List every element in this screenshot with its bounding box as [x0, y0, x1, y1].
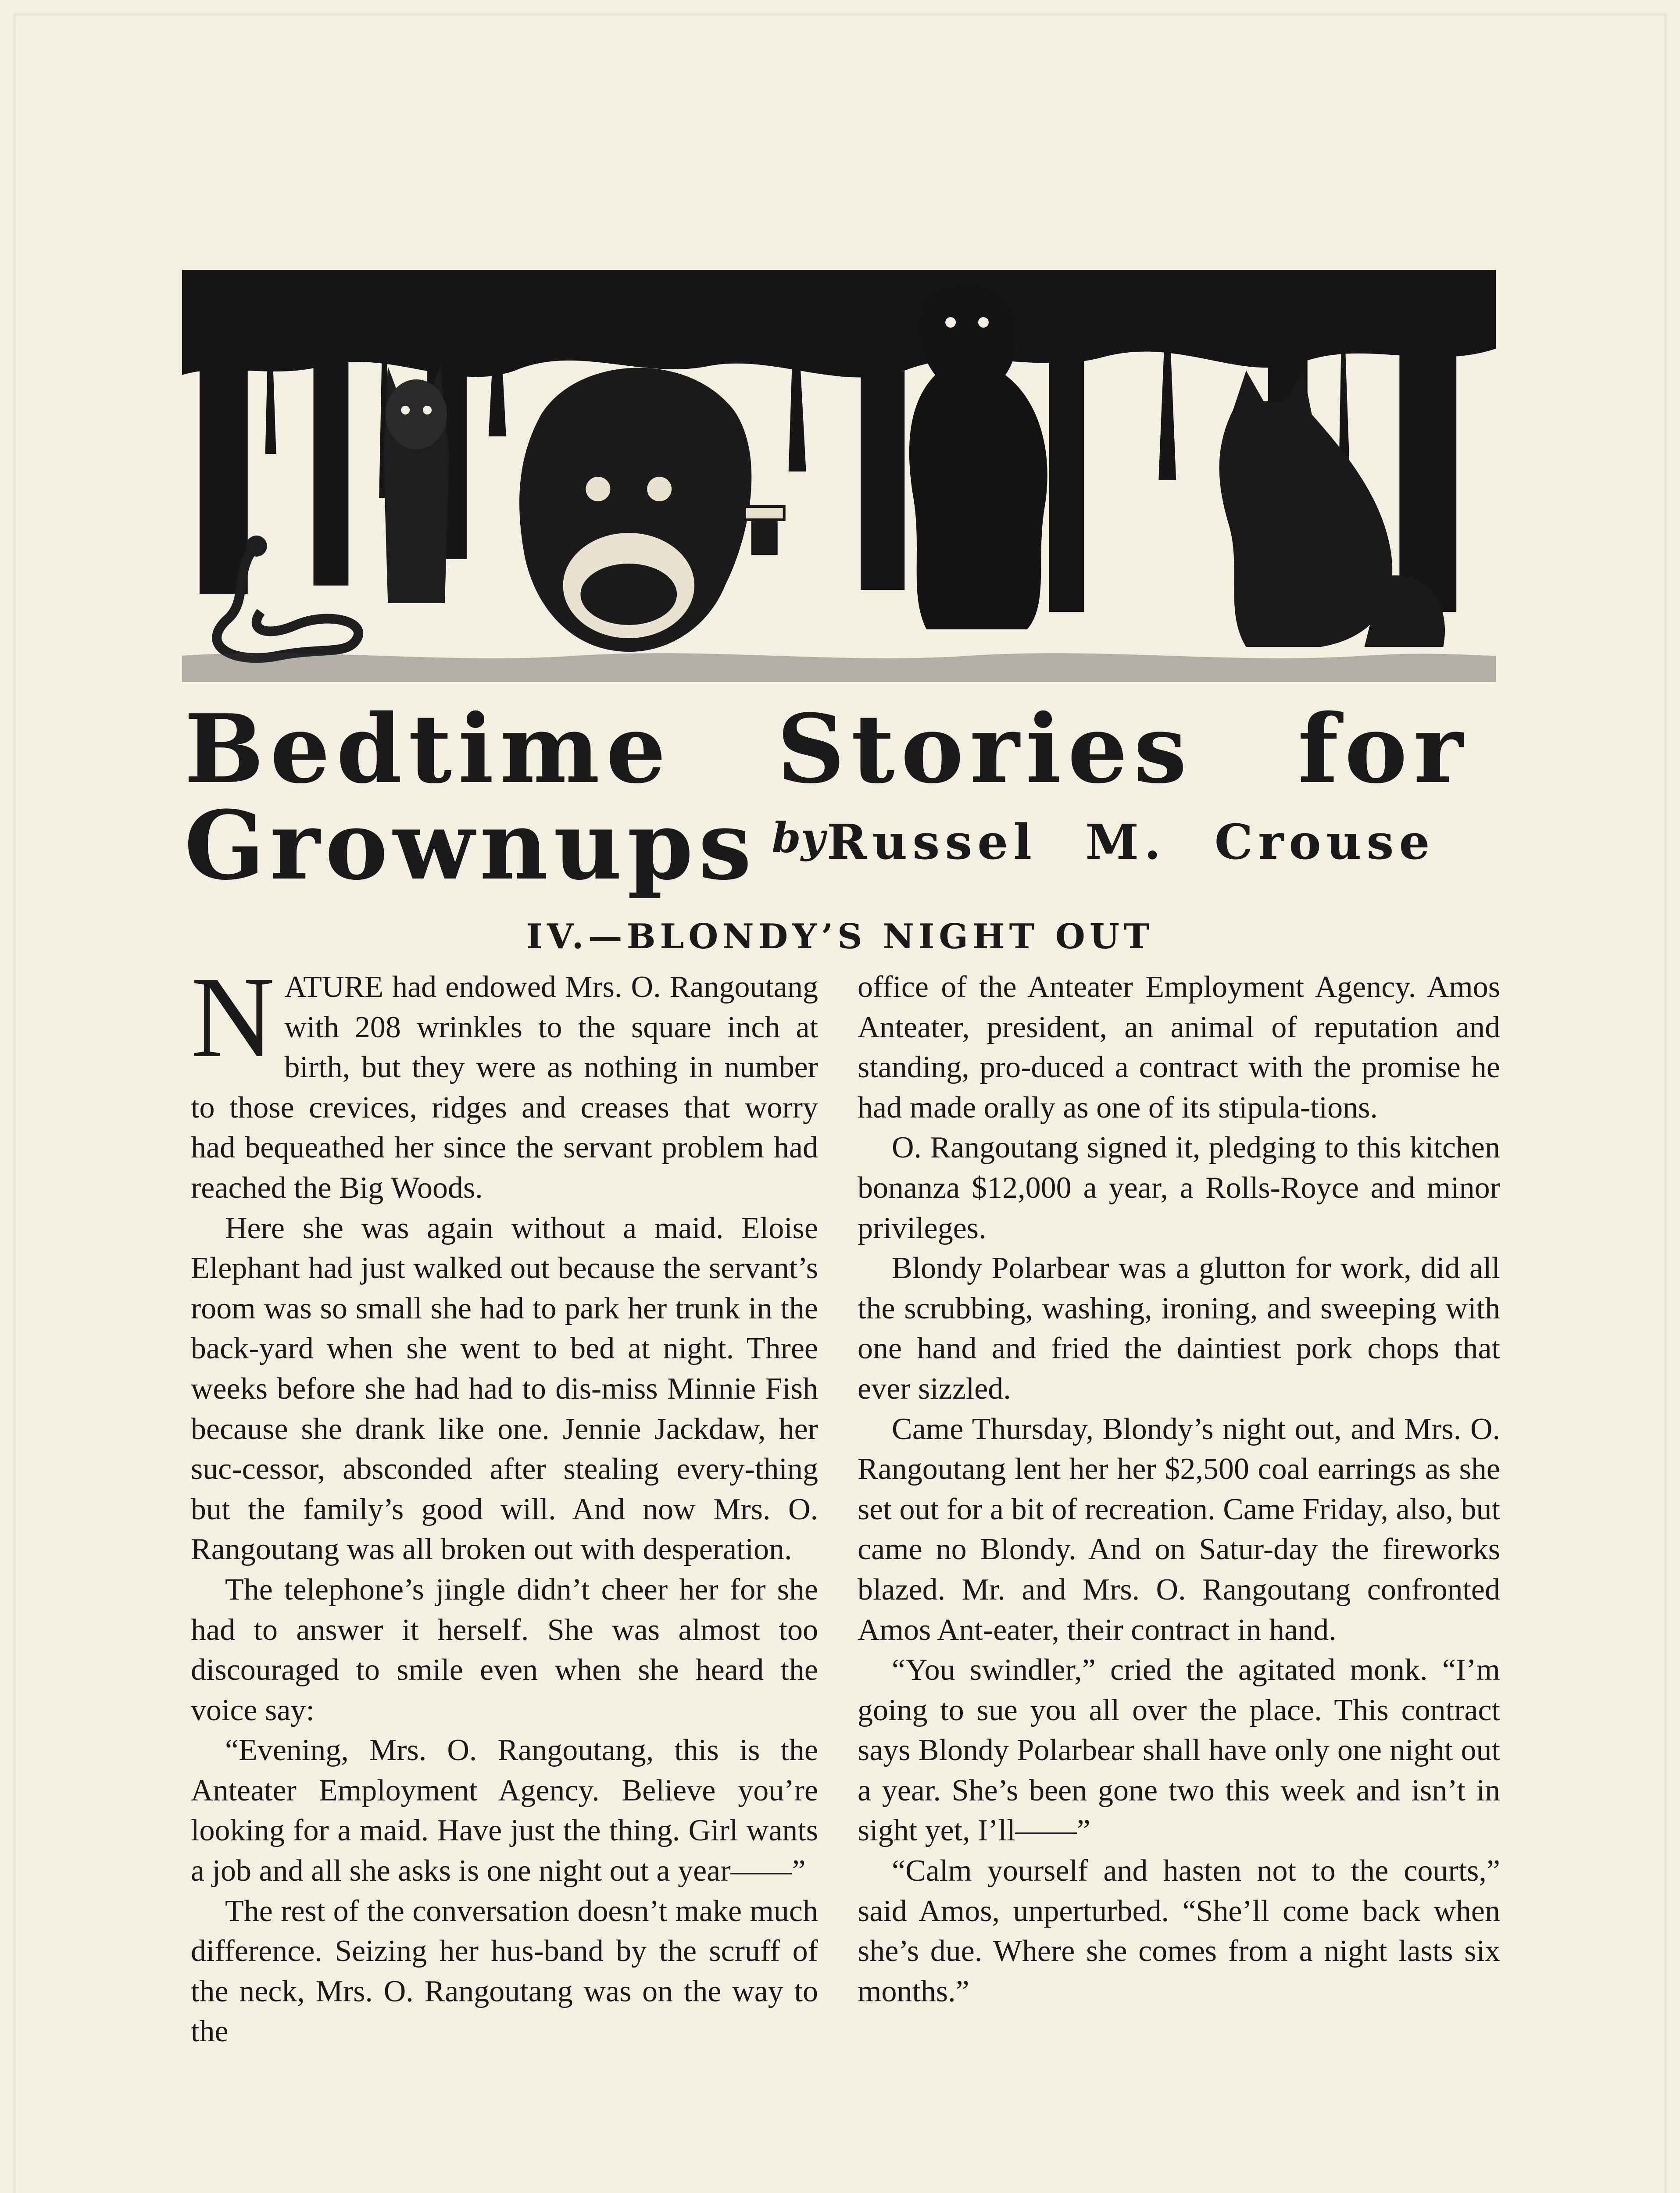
paragraph: Here she was again without a maid. Eloise Elephant had just walked out because the servant’s room was so small she had to park her trunk in the back-yard when she went to bed at night. Three weeks before she had had to dis-miss Minnie Fish because she drank like one. Jennie Jackdaw, her suc-cessor, absconded after stealing every-thing but the family’s good will. And now Mrs. O. Rangoutang was all broken out with desperation.: [191, 1211, 818, 1567]
story-title-line1: Bedtime Stories for: [184, 693, 1469, 804]
chapter-subtitle: IV.—BLONDY’S NIGHT OUT: [526, 917, 1154, 957]
paragraph: O. Rangoutang signed it, pledging to this kitchen bonanza $12,000 a year, a Rolls-Royce and minor privileges.: [858, 1131, 1500, 1245]
paragraph: The rest of the conversation doesn’t make much difference. Seizing her hus-band by the scruff of the neck, Mrs. O. Rangoutang was on the way to the: [191, 1894, 818, 2049]
author-name: Russel M. Crouse: [827, 814, 1435, 870]
paragraph: Blondy Polarbear was a glutton for work, did all the scrubbing, washing, ironing, and sweeping with one hand and fried the daintiest pork chops that ever sizzled.: [858, 1251, 1500, 1406]
cat-figure: [383, 366, 449, 603]
story-title-line2: [184, 790, 1500, 901]
byline-prefix: by: [772, 814, 826, 862]
paragraph-text: ATURE had endowed Mrs. O. Rangoutang with 208 wrinkles to the square inch at birth, but they were as nothing in number to those crevices, ridges and creases that worry had bequeathed her since the servant problem had reached the Big Woods.: [191, 970, 818, 1205]
paragraph: office of the Anteater Employment Agency. Amos Anteater, president, an animal of reputation and standing, pro-duced a contract with the promise he had made orally as one of its stipula-tions.: [858, 970, 1500, 1125]
paragraph: Came Thursday, Blondy’s night out, and Mrs. O. Rangoutang lent her her $2,500 coal earrings as she set out for a bit of recreation. Came Friday, also, but came no Blondy. And on Satur-day the fireworks blazed. Mr. and Mrs. O. Rangoutang confronted Amos Ant-eater, their contract in hand.: [858, 1412, 1500, 1647]
drop-cap: N: [191, 953, 275, 1082]
paragraph: The telephone’s jingle didn’t cheer her for she had to answer it herself. She was almost too discouraged to smile even when she heard the voice say:: [191, 1572, 818, 1727]
left-column: [191, 953, 818, 2052]
paragraph: [191, 953, 818, 1208]
paragraph: “Calm yourself and hasten not to the courts,” said Amos, unperturbed. “She’ll come back when she’s due. Where she comes from a night lasts six months.”: [858, 1854, 1500, 2008]
story-title-grownups: Grownups: [184, 790, 757, 901]
paragraph: “You swindler,” cried the agitated monk. “I’m going to sue you all over the place. This contract says Blondy Polarbear shall have only one night out a year. She’s been gone two this week and isn’t in sight yet, I’ll——”: [858, 1653, 1500, 1848]
right-column: [858, 967, 1500, 2011]
woodland-animals-illustration: [182, 270, 1496, 682]
paragraph: “Evening, Mrs. O. Rangoutang, this is the Anteater Employment Agency. Believe you’re looking for a maid. Have just the thing. Girl wants a job and all she asks is one night out a year——”: [191, 1733, 818, 1888]
